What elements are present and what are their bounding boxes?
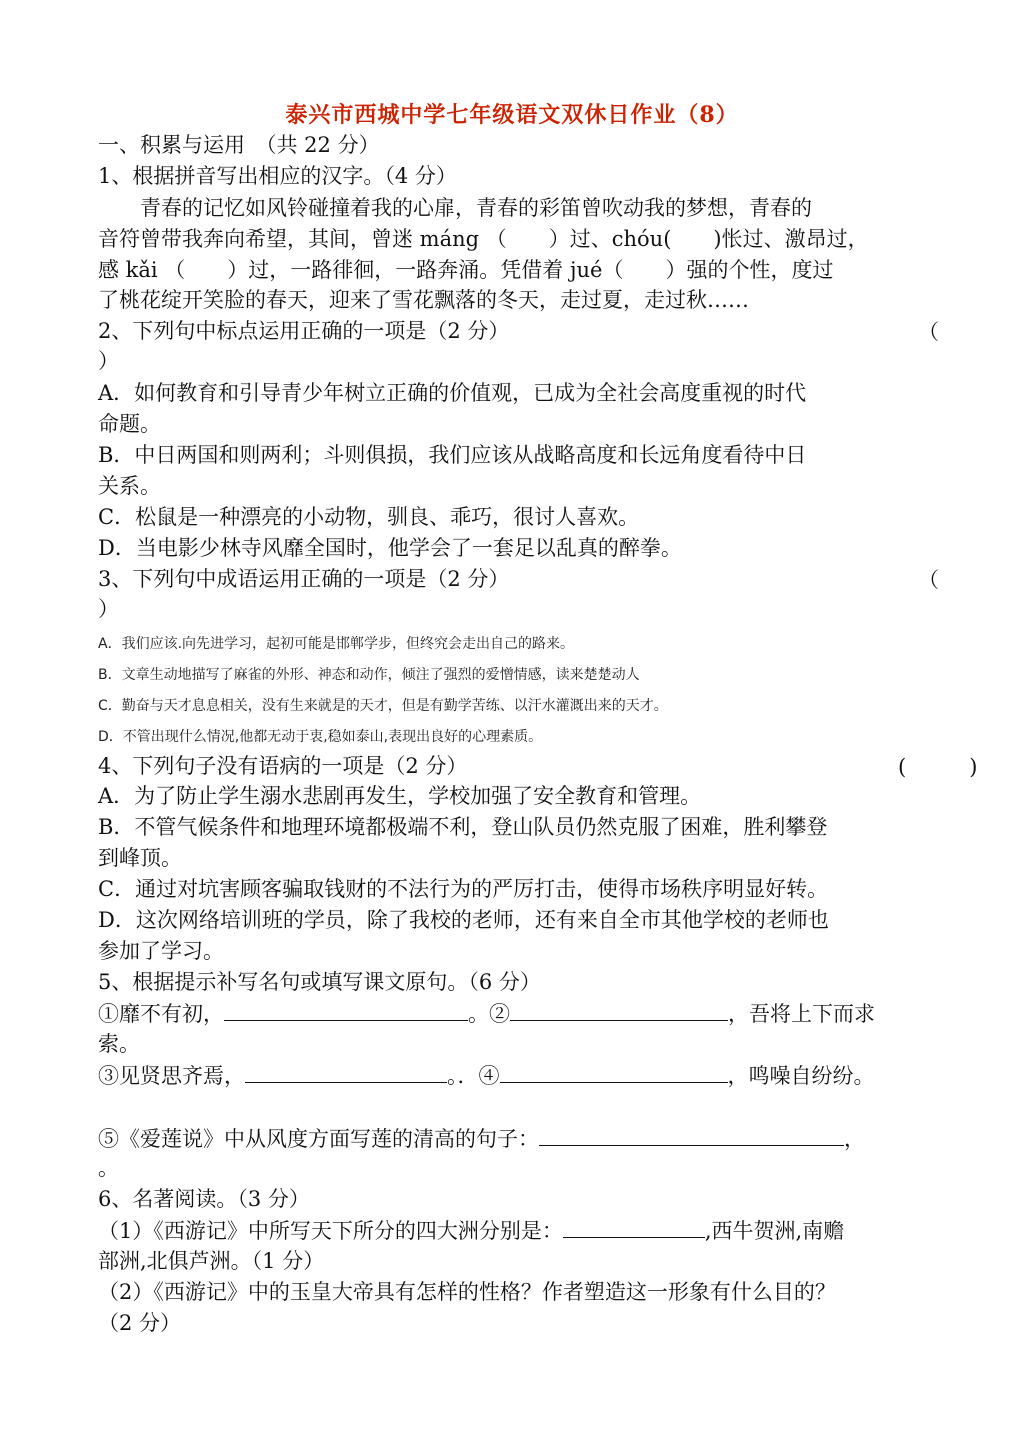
q1-text-line: 感 kǎi （ ）过，一路徘徊，一路奔涌。凭借着 jué（ ）强的个性，度过 — [98, 258, 834, 282]
q5-prompt: ，鸣噪自纷纷。 — [727, 1064, 875, 1088]
q3-answer-paren-close: ） — [98, 597, 119, 621]
q4-option: 参加了学习。 — [98, 939, 224, 963]
q3-option: A．我们应该.向先进学习，起初可能是邯郸学步，但终究会走出自己的路来。 — [98, 636, 575, 652]
page-title: 泰兴市西城中学七年级语文双休日作业（8） — [285, 102, 739, 128]
q2-option: 命题。 — [98, 412, 161, 436]
q5-blank-1[interactable] — [224, 998, 468, 1021]
q6-prompt: （1）《西游记》中所写天下所分的四大洲分别是： — [98, 1219, 563, 1243]
q4-option: C．通过对坑害顾客骗取钱财的不法行为的严厉打击，使得市场秩序明显好转。 — [98, 877, 829, 901]
question-5-heading: 5、根据提示补写名句或填写课文原句。（6 分） — [98, 970, 541, 994]
q2-option: 关系。 — [98, 474, 161, 498]
question-6-heading: 6、名著阅读。（3 分） — [98, 1187, 310, 1211]
q5-prompt: ⑤《爱莲说》中从风度方面写莲的清高的句子： — [98, 1127, 539, 1151]
question-3-heading: 3、下列句中成语运用正确的一项是（2 分） — [98, 567, 510, 591]
q6-sub-1 — [98, 1215, 938, 1246]
q1-text-line: 青春的记忆如风铃碰撞着我的心扉，青春的彩笛曾吹动我的梦想，青春的 — [98, 196, 812, 220]
q4-option: D．这次网络培训班的学员，除了我校的老师，还有来自全市其他学校的老师也 — [98, 908, 829, 932]
q3-option: D．不管出现什么情况,他都无动于衷,稳如泰山,表现出良好的心理素质。 — [98, 729, 543, 745]
q4-option: A．为了防止学生溺水悲剧再发生，学校加强了安全教育和管理。 — [98, 784, 702, 808]
q1-text-line: 了桃花绽开笑脸的春天，迎来了雪花飘落的冬天，走过夏，走过秋…… — [98, 288, 749, 312]
q5-line-1 — [98, 998, 938, 1029]
q3-option: B．文章生动地描写了麻雀的外形、神态和动作，倾注了强烈的爱憎情感，读来楚楚动人 — [98, 667, 640, 683]
q6-prompt: 部洲,北俱芦洲。（1 分） — [98, 1249, 325, 1273]
q1-text-line: 音符曾带我奔向希望，其间，曾迷 máng （ ）过、chóu( )怅过、激昂过， — [98, 227, 869, 251]
q6-sub-2: （2）《西游记》中的玉皇大帝具有怎样的性格？作者塑造这一形象有什么目的？ — [98, 1280, 836, 1304]
q5-prompt: ③见贤思齐焉， — [98, 1064, 245, 1088]
q5-prompt: 。．④ — [447, 1064, 500, 1088]
q2-option: A．如何教育和引导青少年树立正确的价值观，已成为全社会高度重视的时代 — [98, 381, 807, 405]
q5-blank-2[interactable] — [510, 998, 728, 1021]
q6-blank-1[interactable] — [563, 1215, 705, 1238]
q5-prompt: ①靡不有初， — [98, 1002, 224, 1026]
question-1-heading: 1、根据拼音写出相应的汉字。（4 分） — [98, 164, 457, 188]
section-heading: 一、积累与运用 （共 22 分） — [98, 133, 380, 157]
q2-option: D．当电影少林寺风靡全国时，他学会了一套足以乱真的醉拳。 — [98, 536, 682, 560]
q6-prompt: （2 分） — [98, 1311, 182, 1335]
q5-blank-4[interactable] — [500, 1060, 728, 1083]
q2-answer-paren-close: ） — [98, 349, 119, 373]
q5-prompt: 。② — [468, 1002, 510, 1026]
q3-answer-paren-open[interactable]: （ — [918, 568, 939, 592]
q5-prompt: 。 — [98, 1156, 119, 1180]
q2-option: B．中日两国和则两利；斗则俱损，我们应该从战略高度和长远角度看待中日 — [98, 443, 807, 467]
q5-prompt: ，吾将上下而求 — [728, 1002, 875, 1026]
q2-option: C．松鼠是一种漂亮的小动物，驯良、乖巧，很讨人喜欢。 — [98, 505, 640, 529]
q5-prompt: ， — [844, 1127, 865, 1151]
q4-option: 到峰顶。 — [98, 846, 182, 870]
q5-prompt: 索。 — [98, 1032, 140, 1056]
q5-line-2 — [98, 1060, 938, 1091]
q4-option: B．不管气候条件和地理环境都极端不利，登山队员仍然克服了困难，胜利攀登 — [98, 815, 828, 839]
q5-blank-5[interactable] — [539, 1123, 844, 1146]
q2-answer-paren-open[interactable]: （ — [918, 320, 939, 344]
question-2-heading: 2、下列句中标点运用正确的一项是（2 分） — [98, 319, 510, 343]
q5-blank-3[interactable] — [245, 1060, 447, 1083]
question-4-heading: 4、下列句子没有语病的一项是（2 分） — [98, 754, 468, 778]
q5-line-3 — [98, 1123, 938, 1154]
q4-answer-paren[interactable]: ( ) — [898, 755, 978, 779]
q3-option: C．勤奋与天才息息相关，没有生来就是的天才，但是有勤学苦练、以汗水灌溉出来的天才。 — [98, 698, 668, 714]
q6-prompt: ,西牛贺洲,南赡 — [704, 1219, 845, 1243]
